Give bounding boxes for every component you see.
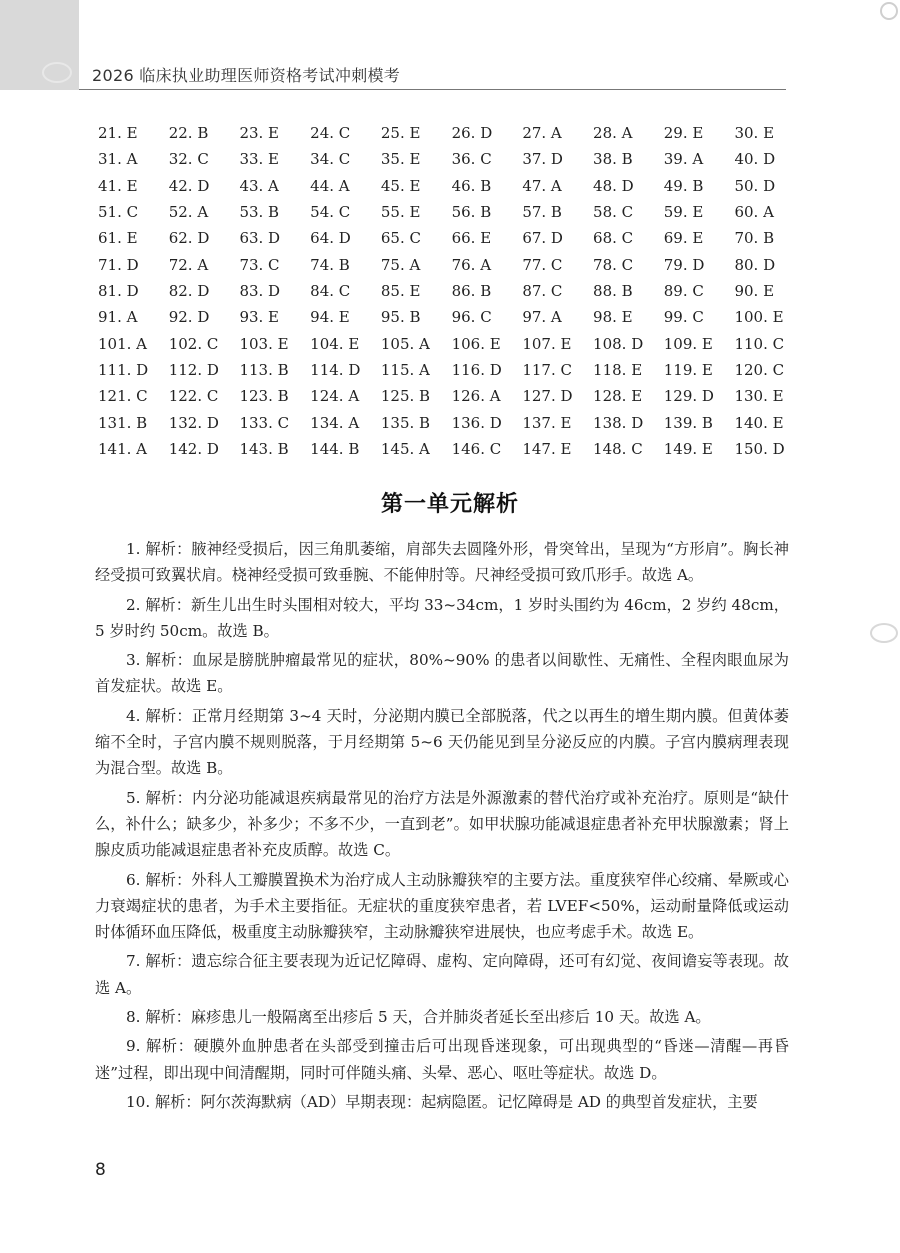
running-header: 2026 临床执业助理医师资格考试冲刺模考 (92, 66, 401, 85)
answer-item: 81. D (98, 282, 139, 301)
answer-item: 51. C (98, 203, 139, 222)
explanation-paragraph: 5. 解析：内分泌功能减退疾病最常见的治疗方法是外源激素的替代治疗或补充治疗。原则是“缺什么，补什么；缺多少，补多少；不多不少，一直到老”。如甲状腺功能减退症患者补充甲状腺激素；肾上腺皮质功能减退症患者补充皮质醇。故选 C。 (95, 788, 789, 860)
answer-item: 109. E (663, 334, 713, 353)
answer-key-grid (98, 120, 788, 462)
answer-item: 140. E (734, 413, 784, 432)
answer-item: 99. C (663, 308, 704, 327)
answer-item: 53. B (239, 203, 280, 222)
answer-item: 54. C (310, 203, 351, 222)
answer-item: 47. A (522, 176, 562, 195)
answer-item: 60. A (734, 203, 774, 222)
answer-item: 62. D (168, 229, 210, 248)
answer-item: 61. E (98, 229, 138, 248)
header-rule (79, 89, 786, 90)
explanation-paragraph: 10. 解析：阿尔茨海默病（AD）早期表现：起病隐匿。记忆障碍是 AD 的典型首发症状，主要 (126, 1092, 758, 1111)
answer-item: 68. C (593, 229, 634, 248)
explanation-paragraph: 3. 解析：血尿是膀胱肿瘤最常见的症状，80%~90% 的患者以间歇性、无痛性、全程肉眼血尿为首发症状。故选 E。 (95, 651, 789, 696)
explanation-paragraph: 8. 解析：麻疹患儿一般隔离至出疹后 5 天，合并肺炎者延长至出疹后 10 天。故选 A。 (126, 1008, 711, 1027)
explanation-paragraph: 6. 解析：外科人工瓣膜置换术为治疗成人主动脉瓣狭窄的主要方法。重度狭窄伴心绞痛、晕厥或心力衰竭症状的患者，为手术主要指征。无症状的重度狭窄患者，若 LVEF<50%，运动耐量降低或运动时体循环血压降低，极重度主动脉瓣狭窄，主动脉瓣狭窄进展快，也应考虑手术。故选 E。 (95, 870, 789, 942)
answer-item: 119. E (663, 361, 713, 380)
answer-item: 42. D (168, 176, 210, 195)
answer-item: 86. B (451, 282, 492, 301)
answer-item: 41. E (98, 176, 138, 195)
answer-item: 23. E (239, 124, 280, 142)
answer-item: 135. B (380, 413, 431, 432)
explanation-paragraph: 1. 解析：腋神经受损后，因三角肌萎缩，肩部失去圆隆外形，骨突耸出，呈现为“方形肩”。胸长神经受损可致翼状肩。桡神经受损可致垂腕、不能伸肘等。尺神经受损可致爪形手。故选 A。 (95, 540, 789, 585)
answer-item: 131. B (98, 413, 148, 432)
answer-item: 43. A (239, 176, 279, 195)
answer-item: 149. E (663, 440, 713, 459)
answer-item: 44. A (310, 176, 350, 195)
answer-item: 50. D (734, 176, 776, 195)
answer-item: 126. A (451, 387, 501, 406)
answer-item: 117. C (522, 361, 572, 380)
answer-item: 107. E (522, 334, 572, 353)
answer-item: 82. D (168, 282, 210, 301)
answer-item: 92. D (168, 308, 210, 327)
answer-item: 34. C (310, 150, 351, 169)
answer-item: 29. E (663, 124, 704, 142)
answer-item: 94. E (310, 308, 350, 327)
answer-item: 127. D (522, 387, 573, 406)
answer-item: 25. E (380, 124, 421, 142)
section-title: 第一单元解析 (380, 491, 519, 517)
answer-item: 33. E (239, 150, 280, 169)
answer-row (98, 120, 788, 146)
answer-item: 24. C (310, 124, 351, 142)
answer-item: 45. E (380, 176, 421, 195)
answer-item: 137. E (522, 413, 572, 432)
answer-item: 79. D (663, 255, 705, 274)
answer-item: 114. D (310, 361, 361, 380)
answer-item: 37. D (522, 150, 563, 169)
answer-item: 28. A (593, 124, 633, 142)
answer-item: 27. A (522, 124, 562, 142)
answer-row (98, 331, 788, 357)
answer-item: 63. D (239, 229, 281, 248)
answer-item: 85. E (380, 282, 421, 301)
answer-item: 115. A (380, 361, 430, 380)
answer-item: 91. A (98, 308, 138, 327)
answer-item: 102. C (168, 334, 219, 353)
answer-item: 98. E (593, 308, 633, 327)
answer-item: 21. E (98, 124, 138, 142)
answer-item: 64. D (310, 229, 351, 248)
answer-row (98, 173, 788, 199)
answer-item: 116. D (451, 361, 502, 380)
answer-item: 111. D (98, 361, 149, 380)
answer-item: 147. E (522, 440, 572, 459)
answer-item: 73. C (239, 255, 280, 274)
answer-item: 52. A (168, 203, 209, 222)
answer-item: 112. D (168, 361, 219, 380)
answer-item: 72. A (168, 255, 209, 274)
answer-item: 49. B (663, 176, 704, 195)
answer-item: 58. C (593, 203, 634, 222)
answer-item: 90. E (734, 282, 775, 301)
answer-row (98, 278, 788, 304)
answer-item: 125. B (380, 387, 431, 406)
answer-item: 46. B (451, 176, 492, 195)
answer-item: 106. E (451, 334, 501, 353)
explanation-paragraph: 2. 解析：新生儿出生时头围相对较大，平均 33~34cm，1 岁时头围约为 46cm，2 岁约 48cm，5 岁时约 50cm。故选 B。 (95, 595, 789, 640)
answer-item: 143. B (239, 440, 289, 459)
answer-item: 71. D (98, 255, 139, 274)
answer-item: 87. C (522, 282, 563, 301)
answer-item: 69. E (663, 229, 704, 248)
answer-item: 142. D (168, 440, 219, 459)
answer-item: 59. E (663, 203, 704, 222)
answer-item: 48. D (593, 176, 634, 195)
answer-item: 35. E (380, 150, 421, 169)
answer-item: 141. A (98, 440, 147, 459)
answer-item: 30. E (734, 124, 775, 142)
answer-item: 67. D (522, 229, 563, 248)
publisher-logo-icon (42, 62, 72, 83)
answer-item: 84. C (310, 282, 351, 301)
answer-row (98, 357, 788, 383)
answer-item: 93. E (239, 308, 280, 327)
answer-row (98, 146, 788, 172)
answer-item: 74. B (310, 255, 350, 274)
answer-item: 100. E (734, 308, 784, 327)
answer-item: 130. E (734, 387, 784, 406)
answer-item: 75. A (380, 255, 421, 274)
answer-item: 139. B (663, 413, 713, 432)
answer-item: 148. C (593, 440, 643, 459)
answer-item: 105. A (380, 334, 430, 353)
answer-item: 136. D (451, 413, 502, 432)
explanations (95, 536, 789, 1118)
answer-item: 120. C (734, 361, 785, 380)
answer-item: 104. E (310, 334, 360, 353)
answer-item: 144. B (310, 440, 360, 459)
answer-item: 32. C (168, 150, 209, 169)
answer-item: 133. C (239, 413, 290, 432)
answer-item: 138. D (593, 413, 644, 432)
answer-row (98, 304, 788, 330)
explanation-paragraph: 9. 解析：硬膜外血肿患者在头部受到撞击后可出现昏迷现象，可出现典型的“昏迷—清醒—再昏迷”过程，即出现中间清醒期，同时可伴随头痛、头晕、恶心、呕吐等症状。故选 D。 (95, 1037, 789, 1082)
answer-item: 96. C (451, 308, 492, 327)
answer-item: 101. A (98, 334, 147, 353)
answer-item: 122. C (168, 387, 219, 406)
answer-item: 95. B (380, 308, 421, 327)
answer-item: 88. B (593, 282, 633, 301)
answer-item: 129. D (663, 387, 714, 406)
answer-item: 55. E (380, 203, 421, 222)
answer-item: 70. B (734, 229, 775, 248)
answer-item: 83. D (239, 282, 281, 301)
answer-item: 76. A (451, 255, 492, 274)
answer-row (98, 410, 788, 436)
answer-item: 31. A (98, 150, 138, 169)
answer-item: 110. C (734, 334, 785, 353)
answer-row (98, 199, 788, 225)
answer-item: 36. C (451, 150, 492, 169)
corner-mark-icon (880, 2, 898, 20)
answer-item: 128. E (593, 387, 643, 406)
answer-row (98, 383, 788, 409)
answer-item: 22. B (168, 124, 209, 142)
answer-item: 97. A (522, 308, 562, 327)
explanation-paragraph: 7. 解析：遗忘综合征主要表现为近记忆障碍、虚构、定向障碍，还可有幻觉、夜间谵妄等表现。故选 A。 (95, 952, 789, 997)
answer-item: 89. C (663, 282, 704, 301)
answer-item: 40. D (734, 150, 776, 169)
answer-row (98, 225, 788, 251)
answer-item: 146. C (451, 440, 502, 459)
answer-row (98, 436, 788, 462)
side-watermark-icon (870, 623, 898, 643)
answer-item: 123. B (239, 387, 289, 406)
answer-item: 26. D (451, 124, 493, 142)
answer-item: 145. A (380, 440, 430, 459)
answer-item: 57. B (522, 203, 562, 222)
explanation-paragraph: 4. 解析：正常月经期第 3~4 天时，分泌期内膜已全部脱落，代之以再生的增生期内膜。但黄体萎缩不全时，子宫内膜不规则脱落，于月经期第 5~6 天仍能见到呈分泌反应的内膜。子宫内膜病理表现为混合型。故选 B。 (95, 706, 789, 778)
answer-item: 150. D (734, 440, 785, 459)
answer-item: 38. B (593, 150, 633, 169)
answer-item: 80. D (734, 255, 776, 274)
answer-item: 108. D (593, 334, 644, 353)
answer-item: 103. E (239, 334, 289, 353)
answer-item: 121. C (98, 387, 148, 406)
answer-item: 134. A (310, 413, 360, 432)
answer-item: 56. B (451, 203, 492, 222)
answer-row (98, 252, 788, 278)
answer-item: 124. A (310, 387, 360, 406)
page-number: 8 (95, 1160, 106, 1180)
answer-item: 65. C (380, 229, 421, 248)
answer-item: 66. E (451, 229, 492, 248)
answer-item: 118. E (593, 361, 643, 380)
answer-item: 113. B (239, 361, 289, 380)
answer-item: 78. C (593, 255, 634, 274)
answer-item: 77. C (522, 255, 563, 274)
answer-item: 39. A (663, 150, 704, 169)
answer-item: 132. D (168, 413, 219, 432)
